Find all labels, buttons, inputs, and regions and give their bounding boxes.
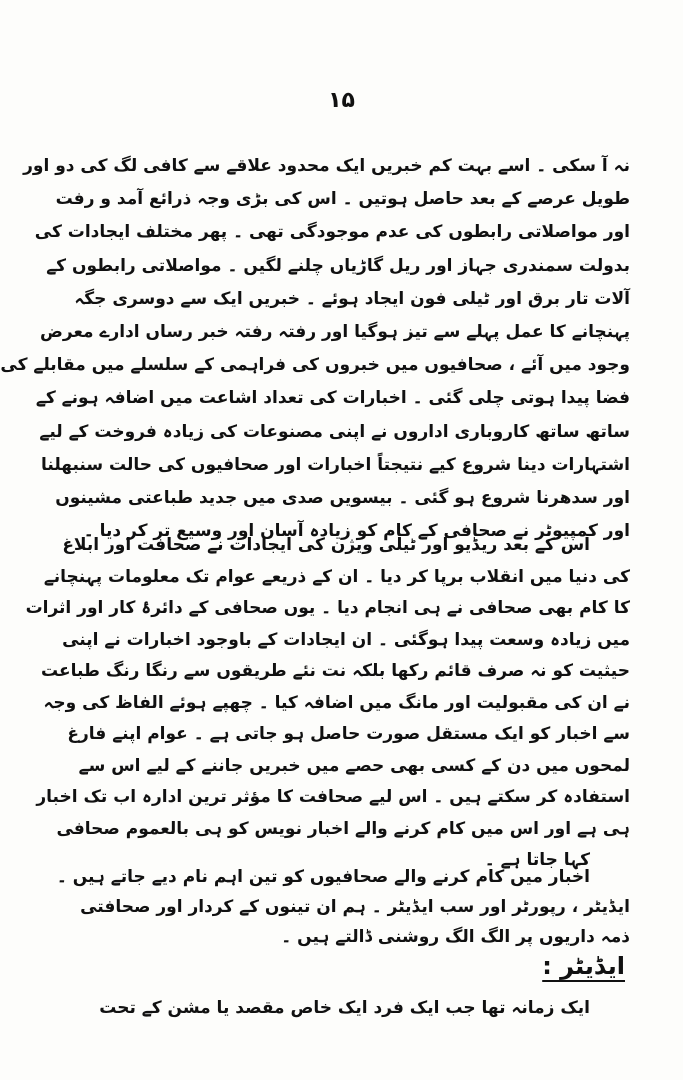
text-line: میں زیادہ وسعت پیدا ہوگئی ۔ ان ایجادات کے باوجود اخبارات نے اپنی: [62, 629, 630, 650]
paragraph-newspaper-roles: [56, 862, 630, 952]
text-line: ساتھ ساتھ کاروباری اداروں نے اپنی مصنوعات کی زیادہ فروخت کے لیے: [39, 421, 630, 442]
text-line: طویل عرصے کے بعد حاصل ہوتیں ۔ اس کی بڑی وجہ ذرائع آمد و رفت: [55, 189, 630, 210]
text-line: اشتہارات دینا شروع کیے نتیجتاً اخبارات اور صحافیوں کی حالت سنبھلنا: [41, 454, 630, 475]
section-heading-editor: ایڈیٹر :: [542, 952, 625, 980]
text-line: اس کے بعد ریڈیو اور ٹیلی ویژن کی ایجادات نے صحافت اور ابلاغ: [62, 535, 590, 555]
text-line: حیثیت کو نہ صرف قائم رکھا بلکہ نت نئے طریقوں سے رنگا رنگ طباعت: [41, 661, 630, 681]
paragraph-editor-intro: [68, 992, 630, 1024]
text-line: ہی ہے اور اس میں کام کرنے والے اخبار نویس کو ہی بالعموم صحافی: [56, 818, 630, 839]
text-line: کا کام بھی صحافی نے ہی انجام دیا ۔ یوں صحافی کے دائرۂ کار اور اثرات: [25, 598, 630, 618]
text-line: آلات تار برق اور ٹیلی فون ایجاد ہوئے ۔ خبریں ایک سے دوسری جگہ: [74, 288, 630, 309]
text-line: ایک زمانہ تھا جب ایک فرد ایک خاص مقصد یا مشن کے تحت: [99, 998, 590, 1018]
text-line: اخبار میں کام کرنے والے صحافیوں کو تین اہم نام دیے جاتے ہیں ۔: [56, 867, 590, 887]
text-line: پہنچانے کا عمل پہلے سے تیز ہوگیا اور رفتہ رفتہ خبر رساں ادارے معرض: [40, 322, 630, 343]
text-line: اور کمپیوٹر نے صحافی کے کام کو زیادہ آسان اور وسیع تر کر دیا ۔: [83, 521, 630, 542]
text-line: نے ان کی مقبولیت اور مانگ میں اضافہ کیا ۔ چھپے ہوئے الفاظ کی وجہ: [43, 692, 630, 713]
paragraph-history-of-news: [0, 150, 630, 548]
text-line: استفادہ کر سکتے ہیں ۔ اس لیے صحافت کا مؤثر ترین ادارہ اب تک اخبار: [36, 787, 630, 807]
page-number: ۱۵: [328, 88, 355, 113]
text-line: بدولت سمندری جہاز اور ریل گاڑیاں چلنے لگیں ۔ مواصلاتی رابطوں کے: [46, 255, 630, 276]
text-line: کہا جاتا ہے ۔: [484, 850, 590, 870]
text-line: لمحوں میں دن کے کسی بھی حصے میں خبریں جاننے کے لیے اس سے: [78, 755, 630, 776]
text-line: کی دنیا میں انقلاب برپا کر دیا ۔ ان کے ذریعے عوام تک معلومات پہنچانے: [43, 566, 630, 587]
text-line: اور سدھرنا شروع ہو گئی ۔ بیسویں صدی میں جدید طباعتی مشینوں: [55, 488, 630, 509]
text-line: وجود میں آئے ، صحافیوں میں خبروں کی فراہمی کے سلسلے میں مقابلے کی: [0, 355, 630, 376]
text-line: فضا پیدا ہوتی چلی گئی ۔ اخبارات کی تعداد اشاعت میں اضافہ ہونے کے: [35, 388, 630, 409]
text-line: سے اخبار کو ایک مستقل صورت حاصل ہو جاتی ہے ۔ عوام اپنے فارغ: [67, 724, 630, 744]
text-line: ایڈیٹر ، رپورٹر اور سب ایڈیٹر ۔ ہم ان تینوں کے کردار اور صحافتی: [80, 897, 630, 917]
text-line: اور مواصلاتی رابطوں کی عدم موجودگی تھی ۔ پھر مختلف ایجادات کی: [34, 222, 630, 243]
text-line: نہ آ سکی ۔ اسے بہت کم خبریں ایک محدود علاقے سے کافی لگ کی دو اور: [23, 156, 630, 176]
text-line: ذمہ داریوں پر الگ الگ روشنی ڈالتے ہیں ۔: [281, 927, 630, 947]
